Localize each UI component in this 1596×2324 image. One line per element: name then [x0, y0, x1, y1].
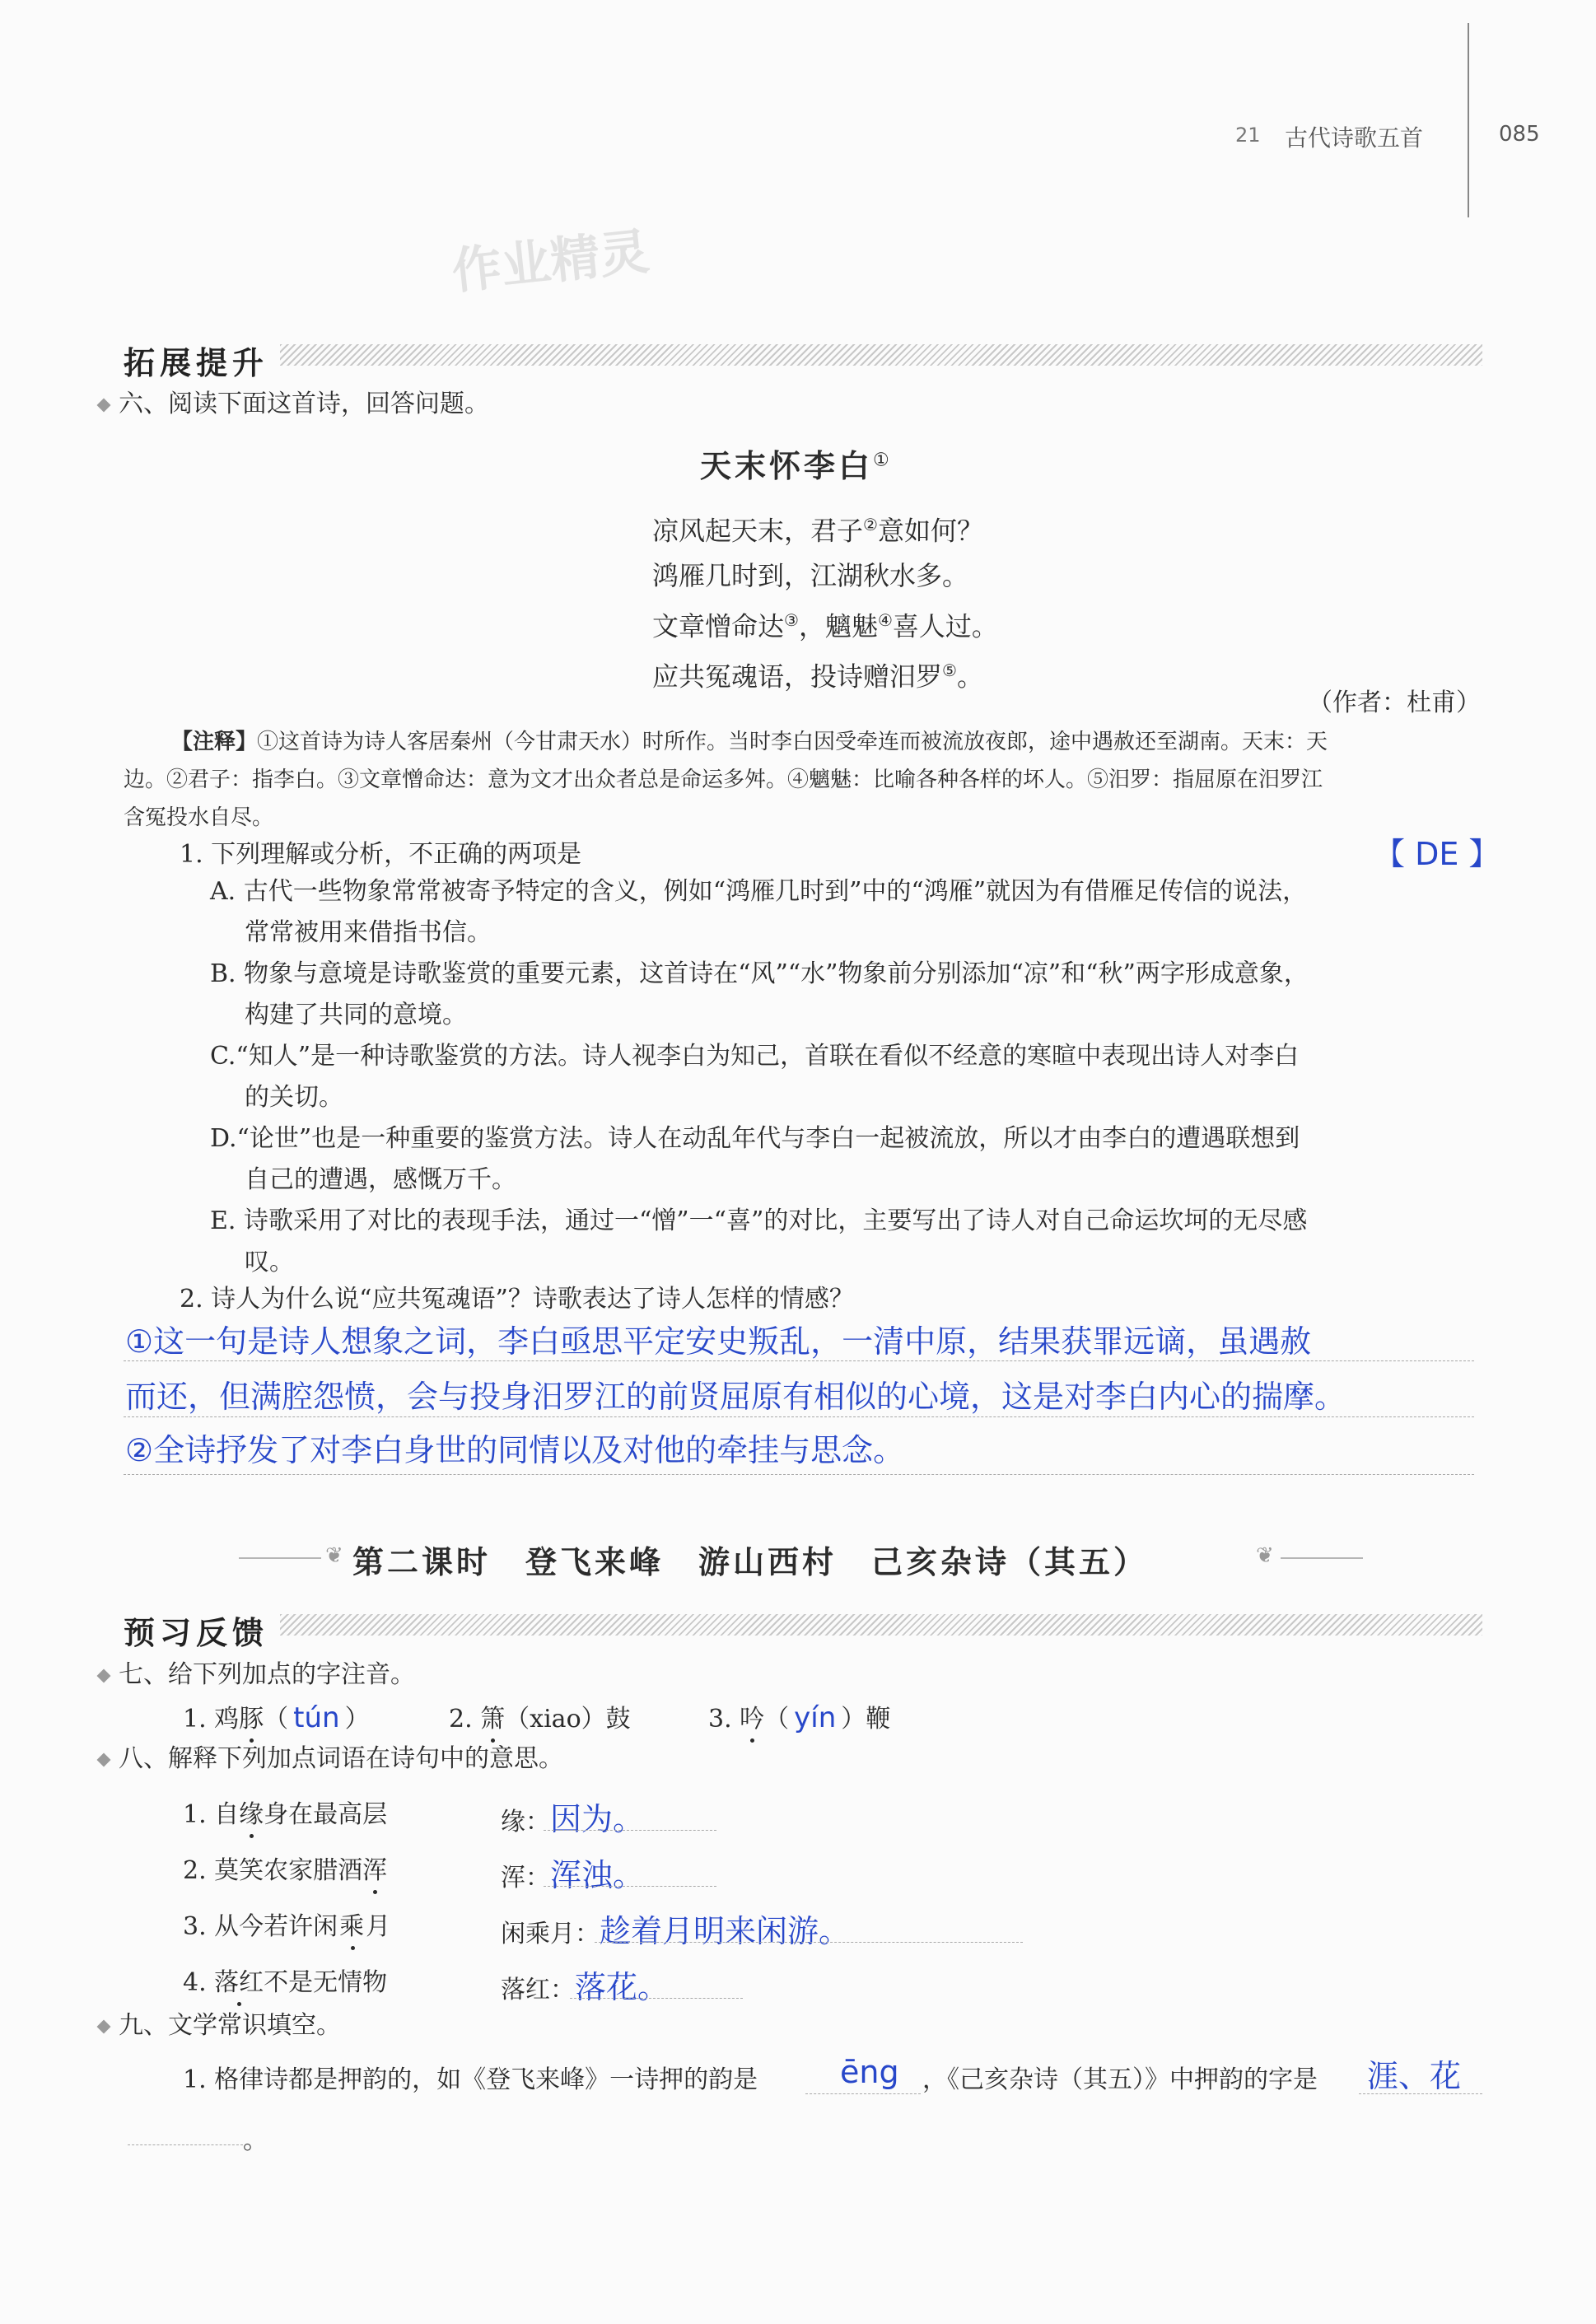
ornament-icon: ❦ — [325, 1543, 343, 1568]
option-c-line-2: 的关切。 — [245, 1083, 343, 1112]
lesson-title: 第二课时 登飞来峰 游山西村 己亥杂诗（其五） — [352, 1544, 1149, 1580]
explain-answer-2-text: 浑浊。 — [550, 1857, 645, 1893]
lesson-title-rule-left — [239, 1557, 321, 1559]
poem-title-note: ① — [873, 450, 893, 471]
question-8-text: 八、解释下列加点词语在诗句中的意思。 — [119, 1744, 563, 1773]
answer-line-3: ②全诗抒发了对李白身世的同情以及对他的牵挂与思念。 — [125, 1432, 905, 1468]
answer-rule-2 — [124, 1416, 1474, 1417]
fill-answer-1: ēng — [840, 2054, 899, 2090]
explain-rule-4 — [570, 1998, 743, 1999]
annotation-line-3: 含冤投水自尽。 — [124, 805, 274, 830]
diamond-icon — [97, 1669, 111, 1683]
pinyin-answer-3: yín — [794, 1701, 837, 1734]
dotted-char: 缘 — [239, 1794, 264, 1830]
annotation-line-1 — [124, 723, 1482, 761]
paren: ） — [344, 1705, 370, 1734]
option-b-line-2: 构建了共同的意境。 — [245, 1001, 467, 1029]
explain-label-2: 浑： — [501, 1864, 550, 1892]
dotted-chars: 闲乘月 — [313, 1906, 392, 1942]
ornament-icon: ❦ — [1256, 1543, 1274, 1568]
pinyin-item-3-prefix: 3. — [708, 1705, 740, 1734]
fill-rule-1 — [805, 2093, 921, 2094]
answer-line-1: ①这一句是诗人想象之词，李白亟思平定安史叛乱，一清中原，结果获罪远谪，虽遇赦 — [125, 1323, 1312, 1360]
dotted-chars: 落红 — [214, 1962, 264, 1998]
annotation-label: 【注释】 — [171, 730, 258, 754]
header-divider — [1468, 23, 1469, 217]
answer-line-2: 而还，但满腔怨愤，会与投身汨罗江的前贤屈原有相似的心境，这是对李白内心的揣摩。 — [125, 1379, 1346, 1415]
paren: ）鞭 — [841, 1705, 891, 1734]
question-9-text: 九、文学常识填空。 — [119, 2011, 341, 2040]
paren: （ — [764, 1705, 790, 1734]
poem-line-3-a: 文章憎命达 — [652, 610, 785, 642]
answer-rule-3 — [124, 1474, 1474, 1475]
dotted-char: 浑 — [362, 1850, 387, 1886]
poem-line-4-a: 应共冤魂语，投诗赠汨罗 — [652, 660, 943, 693]
poem-line-2: 鸿雁几时到，江湖秋水多。 — [652, 559, 969, 591]
question-9 — [99, 2004, 341, 2041]
option-c-line-1: C.“知人”是一种诗歌鉴赏的方法。诗人视李白为知己，首联在看似不经意的寒暄中表现出诗人对李白 — [210, 1042, 1300, 1071]
question-6 — [99, 383, 489, 419]
poem-body — [652, 502, 998, 699]
poem-line-3-b: ，魑魅 — [798, 610, 878, 642]
fill-rule-2 — [1359, 2093, 1482, 2094]
question-7 — [99, 1654, 415, 1690]
pinyin-item-2 — [449, 1698, 631, 1734]
explain-item-4-b: 不是无情物 — [264, 1968, 388, 1997]
option-d-line-1: D.“论世”也是一种重要的鉴赏方法。诗人在动乱年代与李白一起被流放，所以才由李白的遭遇联想到 — [210, 1124, 1300, 1153]
option-e-line-2: 叹。 — [245, 1248, 294, 1276]
poem-line-4 — [652, 648, 998, 699]
answer-rule-1 — [124, 1360, 1474, 1361]
option-e-line-1: E. 诗歌采用了对比的表现手法，通过一“憎”一“喜”的对比，主要写出了诗人对自己命运坎坷的无尽感 — [210, 1206, 1308, 1235]
explain-rule-2 — [544, 1886, 716, 1887]
annotation-line-2: 边。②君子：指李白。③文章憎命达：意为文才出众者总是命运多舛。④魑魅：比喻各种各样的坏人。⑤汨罗：指屈原在汨罗江 — [124, 768, 1323, 792]
option-d-line-2: 自己的遭遇，感慨万千。 — [245, 1165, 516, 1194]
poem-line-3-c: 喜人过。 — [892, 610, 998, 642]
note-mark: ⑤ — [942, 660, 957, 681]
pinyin-item-1 — [183, 1698, 370, 1734]
pinyin-answer-1: tún — [293, 1701, 340, 1734]
chapter-number: 21 — [1235, 124, 1261, 147]
explain-item-3 — [183, 1906, 392, 1942]
annotation-block — [124, 723, 1482, 837]
pinyin-item-2-text: （xiao）鼓 — [505, 1705, 631, 1734]
explain-item-4 — [183, 1962, 387, 1998]
poem-line-1 — [652, 502, 998, 553]
question-2: 2. 诗人为什么说“应共冤魂语”？诗歌表达了诗人怎样的情感？ — [180, 1285, 854, 1314]
explain-item-1-a: 1. 自 — [183, 1800, 240, 1829]
poem-title — [700, 441, 893, 486]
option-a-line-1: A. 古代一些物象常常被寄予特定的含义，例如“鸿雁几时到”中的“鸿雁”就因为有借雁足传信的说法， — [210, 877, 1308, 906]
note-mark: ④ — [877, 609, 893, 630]
lesson-title-rule-right — [1281, 1557, 1363, 1559]
pinyin-item-1-prefix: 1. 鸡 — [183, 1705, 240, 1734]
explain-answer-2 — [501, 1850, 644, 1895]
diamond-icon — [97, 399, 111, 413]
poem-line-4-b: 。 — [956, 660, 983, 693]
fill-answer-2: 涯、花 — [1367, 2058, 1462, 2094]
explain-rule-1 — [544, 1830, 716, 1831]
dotted-char: 吟 — [740, 1698, 764, 1734]
watermark: 作业精灵 — [449, 222, 652, 301]
question-7-text: 七、给下列加点的字注音。 — [119, 1660, 415, 1689]
dotted-char: 箫 — [480, 1698, 505, 1734]
option-a-line-2: 常常被用来借指书信。 — [245, 918, 492, 947]
dotted-char: 豚 — [239, 1698, 264, 1734]
diamond-icon — [97, 1753, 111, 1767]
paren: （ — [264, 1705, 289, 1734]
note-mark: ③ — [784, 609, 799, 630]
question-8 — [99, 1738, 563, 1774]
pinyin-item-2-prefix: 2. — [449, 1705, 481, 1734]
section-title-rule — [280, 1614, 1482, 1636]
question-1-answer: 【 DE 】 — [1374, 836, 1500, 872]
explain-item-2 — [183, 1850, 387, 1886]
section-title-preview: 预习反馈 — [124, 1615, 269, 1651]
explain-answer-1 — [501, 1794, 644, 1839]
explain-item-1-b: 身在最高层 — [264, 1800, 388, 1829]
question-6-text: 六、阅读下面这首诗，回答问题。 — [119, 390, 489, 418]
explain-item-3-a: 3. 从今若许 — [183, 1912, 314, 1941]
explain-item-1 — [183, 1794, 387, 1830]
fill-item-1-a: 1. 格律诗都是押韵的，如《登飞来峰》一诗押的韵是 — [183, 2065, 758, 2094]
explain-item-2-a: 2. 莫笑农家腊酒 — [183, 1856, 363, 1885]
explain-answer-1-text: 因为。 — [550, 1801, 645, 1837]
diamond-icon — [97, 2020, 111, 2034]
poem-line-1-a: 凉风起天末，君子 — [652, 515, 864, 547]
chapter-title: 古代诗歌五首 — [1285, 124, 1424, 152]
pinyin-item-3 — [708, 1698, 890, 1734]
explain-item-4-a: 4. — [183, 1968, 215, 1997]
annotation-text-1: ①这首诗为诗人客居秦州（今甘肃天水）时所作。当时李白因受牵连而被流放夜郎，途中遇赦还至湖南。天末：天 — [257, 730, 1328, 754]
fill-rule-3 — [128, 2144, 243, 2145]
explain-answer-3-text: 趁着月明来闲游。 — [600, 1913, 851, 1949]
poem-line-1-b: 意如何？ — [877, 515, 983, 547]
explain-answer-4-text: 落花。 — [575, 1969, 670, 2005]
explain-answer-4 — [501, 1962, 669, 2007]
fill-item-1-b: ，《己亥杂诗（其五）》中押韵的字是 — [922, 2065, 1318, 2094]
fill-item-1-end: 。 — [243, 2126, 268, 2155]
explain-label-4: 落红： — [501, 1976, 575, 2004]
explain-rule-3 — [595, 1942, 1023, 1943]
poem-line-3 — [652, 598, 998, 649]
section-title-rule — [280, 344, 1482, 366]
option-b-line-1: B. 物象与意境是诗歌鉴赏的重要元素，这首诗在“风”“水”物象前分别添加“凉”和“秋”两字形成意象， — [210, 959, 1309, 988]
question-1: 1. 下列理解或分析，不正确的两项是 — [180, 840, 582, 869]
options-block — [210, 871, 1495, 1283]
note-mark: ② — [863, 515, 878, 534]
explain-label-1: 缘： — [501, 1808, 550, 1836]
page-number: 085 — [1499, 122, 1540, 147]
explain-answer-3 — [501, 1906, 850, 1951]
poem-title-text: 天末怀李白 — [700, 448, 874, 484]
explain-label-3: 闲乘月： — [501, 1920, 600, 1948]
section-title-extension: 拓展提升 — [124, 345, 269, 381]
poem-author: （作者：杜甫） — [1308, 688, 1481, 717]
